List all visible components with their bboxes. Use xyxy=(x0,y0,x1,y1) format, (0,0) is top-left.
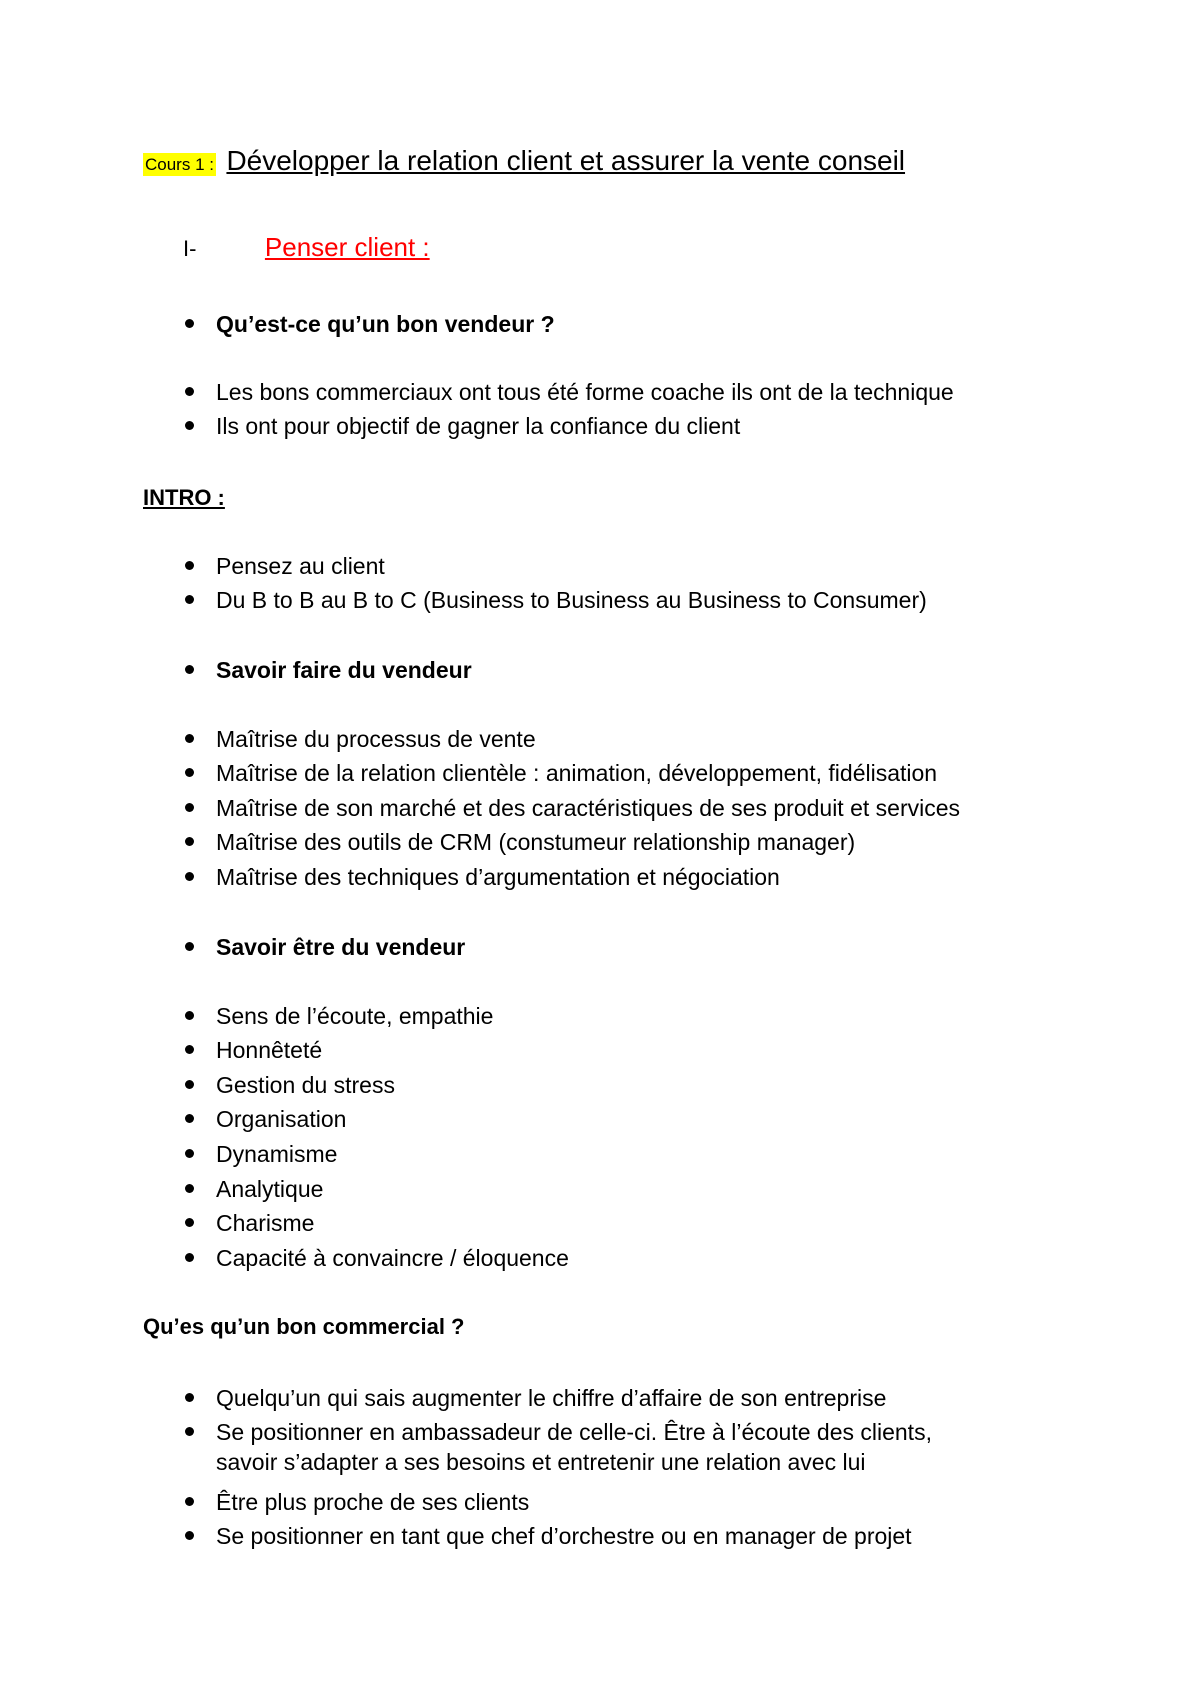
list-item xyxy=(185,1104,346,1134)
list-item-text: Pensez au client xyxy=(216,553,385,579)
bullet-icon xyxy=(185,872,194,881)
list-item-text: Sens de l’écoute, empathie xyxy=(216,1003,494,1029)
bullet-icon xyxy=(185,1045,194,1054)
list-item-text: Du B to B au B to C (Business to Business au Business to Consumer) xyxy=(216,587,927,613)
list-item xyxy=(185,758,937,788)
list-item xyxy=(185,1487,529,1517)
bullet-icon xyxy=(185,1114,194,1123)
course-label: Cours 1 : xyxy=(145,155,214,174)
bullet-icon xyxy=(185,942,194,951)
document-title: Développer la relation client et assurer la vente conseil xyxy=(226,145,906,176)
bullet-icon xyxy=(185,734,194,743)
list-item-text: Savoir faire du vendeur xyxy=(216,657,472,683)
list-item-text: Capacité à convaincre / éloquence xyxy=(216,1245,569,1271)
bullet-icon xyxy=(185,1531,194,1540)
list-item-text: Qu’est-ce qu’un bon vendeur ? xyxy=(216,311,555,337)
bullet-icon xyxy=(185,1427,194,1436)
bullet-icon xyxy=(185,1393,194,1402)
commercial-heading: Qu’es qu’un bon commercial ? xyxy=(143,1314,465,1339)
bullet-icon xyxy=(185,803,194,812)
list-item xyxy=(185,1035,322,1065)
list-item xyxy=(185,1417,932,1477)
list-item xyxy=(185,1174,323,1204)
bullet-icon xyxy=(185,387,194,396)
list-item-text: Se positionner en ambassadeur de celle-ci. Être à l’écoute des clients, xyxy=(216,1419,932,1445)
list-item-text: Maîtrise des outils de CRM (constumeur relationship manager) xyxy=(216,829,856,855)
list-item-text: Gestion du stress xyxy=(216,1072,395,1098)
bullet-icon xyxy=(185,1184,194,1193)
list-item-text: Maîtrise des techniques d’argumentation et négociation xyxy=(216,864,780,890)
bullet-icon xyxy=(185,665,194,674)
list-item xyxy=(185,1521,912,1551)
bullet-icon xyxy=(185,595,194,604)
list-item xyxy=(185,585,927,615)
list-item-text: Savoir être du vendeur xyxy=(216,934,466,960)
bullet-icon xyxy=(185,421,194,430)
list-item-text: Dynamisme xyxy=(216,1141,338,1167)
list-item xyxy=(185,1070,395,1100)
list-item-question xyxy=(185,309,555,339)
list-item xyxy=(185,411,740,441)
list-item-text: Charisme xyxy=(216,1210,315,1236)
list-item xyxy=(185,1208,314,1238)
list-item-text: Quelqu’un qui sais augmenter le chiffre d’affaire de son entreprise xyxy=(216,1385,887,1411)
list-item-continuation: savoir s’adapter a ses besoins et entretenir une relation avec lui xyxy=(216,1449,866,1475)
list-item-text: Maîtrise du processus de vente xyxy=(216,726,536,752)
list-item-text: Maîtrise de son marché et des caractéristiques de ses produit et services xyxy=(216,795,961,821)
bullet-icon xyxy=(185,837,194,846)
list-item-heading xyxy=(185,932,465,962)
list-item-text: Maîtrise de la relation clientèle : animation, développement, fidélisation xyxy=(216,760,938,786)
bullet-icon xyxy=(185,1218,194,1227)
bullet-icon xyxy=(185,561,194,570)
bullet-icon xyxy=(185,1080,194,1089)
list-item xyxy=(185,793,960,823)
list-item xyxy=(185,1243,569,1273)
list-item xyxy=(185,862,780,892)
intro-heading: INTRO : xyxy=(143,485,225,510)
section-number: I- xyxy=(183,236,197,261)
list-item xyxy=(185,551,385,581)
list-item-heading xyxy=(185,655,472,685)
bullet-icon xyxy=(185,1253,194,1262)
list-item xyxy=(185,827,855,857)
list-item xyxy=(185,724,536,754)
bullet-icon xyxy=(185,319,194,328)
bullet-icon xyxy=(185,1011,194,1020)
list-item-text: Les bons commerciaux ont tous été forme coache ils ont de la technique xyxy=(216,379,954,405)
list-item-text: Organisation xyxy=(216,1106,347,1132)
bullet-icon xyxy=(185,768,194,777)
list-item xyxy=(185,1001,493,1031)
bullet-icon xyxy=(185,1149,194,1158)
title-line xyxy=(143,145,905,177)
bullet-icon xyxy=(185,1497,194,1506)
list-item-text: Ils ont pour objectif de gagner la confiance du client xyxy=(216,413,741,439)
section-title: Penser client : xyxy=(264,232,430,262)
section-heading xyxy=(183,232,430,263)
list-item xyxy=(185,1383,886,1413)
list-item-text: Être plus proche de ses clients xyxy=(216,1489,530,1515)
list-item-text: Se positionner en tant que chef d’orchestre ou en manager de projet xyxy=(216,1523,912,1549)
list-item-text: Analytique xyxy=(216,1176,324,1202)
list-item xyxy=(185,377,954,407)
list-item-text: Honnêteté xyxy=(216,1037,323,1063)
list-item xyxy=(185,1139,337,1169)
